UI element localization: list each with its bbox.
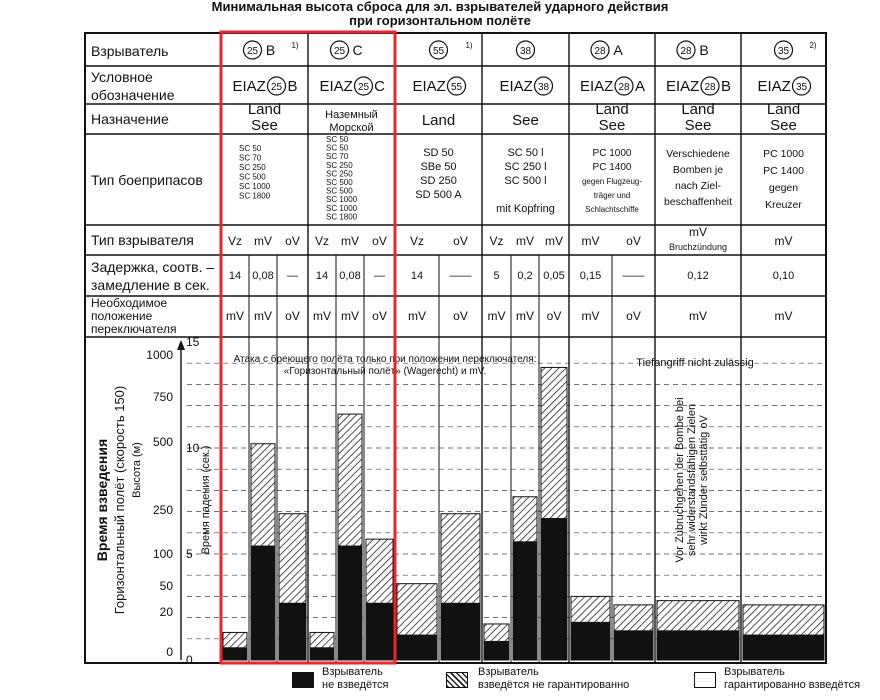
purpose-text: See <box>770 117 797 134</box>
designation-letter: B <box>720 78 732 95</box>
delay-cell: 0,05 <box>543 270 565 282</box>
switch-cell: mV <box>516 309 534 323</box>
switch-cell: mV <box>581 309 600 323</box>
delay-cell: 14 <box>315 270 329 282</box>
bar-black <box>657 630 739 660</box>
ammo-item: SD 50 <box>423 147 454 159</box>
bar-black <box>441 603 480 660</box>
bar-black <box>541 518 567 660</box>
switch-cell: mV <box>408 309 426 323</box>
ammo-item: mit Kopfring <box>496 203 555 215</box>
legend-swatch-black <box>292 672 314 688</box>
row-label-fuze-type: Тип взрывателя <box>91 232 194 248</box>
ammo-item: SC 500 <box>239 172 266 182</box>
height-tick: 0 <box>166 645 173 659</box>
fuze-type-cell: Vz <box>227 234 243 248</box>
row-label-ammo: Тип боеприпасов <box>91 172 203 188</box>
ammo-item: SC 1000 <box>326 203 358 213</box>
delay-cell: 5 <box>493 270 500 282</box>
bar-black <box>223 647 247 660</box>
fuze-type-cell: oV <box>372 234 387 248</box>
switch-cell: mV <box>774 309 793 323</box>
ammo-item: SC 250 <box>326 169 353 179</box>
designation-letter: A <box>634 78 646 95</box>
switch-cell: mV <box>226 309 244 323</box>
ammo-item: gegen Flugzeug- <box>581 177 643 186</box>
fuze-letter: B <box>699 42 709 58</box>
tiefangriff-note: Tiefangriff nicht zulässig <box>636 357 754 369</box>
fuze-number: 55 <box>432 46 445 57</box>
fuze-type-cell: oV <box>285 234 300 248</box>
fuze-number: 25 <box>333 46 346 57</box>
legend-label-black: Взрыватель не взведётся <box>322 666 389 691</box>
time-axis-arrow <box>177 340 185 350</box>
delay-cell: 0,10 <box>772 270 795 282</box>
delay-cell: 0,2 <box>517 270 533 282</box>
fuze-footnote: 1) <box>291 41 299 50</box>
fuze-footnote: 2) <box>809 41 817 50</box>
fuze-number: 35 <box>777 46 790 57</box>
fuze-footnote: 1) <box>465 41 473 50</box>
designation-number: 28 <box>618 82 630 93</box>
fuze-type-cell: mV <box>341 234 359 248</box>
fuze-type-cell: Vz <box>489 234 504 248</box>
ammo-item: träger und <box>593 191 631 200</box>
bar-black <box>484 641 509 660</box>
vertical-note: wirkt Zünder selbsttätig oV <box>698 415 710 545</box>
delay-cell: 0,12 <box>687 270 709 282</box>
ammo-item: SC 1800 <box>239 191 271 201</box>
time-tick: 5 <box>186 547 193 561</box>
ammo-item: SC 250 l <box>504 161 547 173</box>
switch-cell: mV <box>313 309 331 323</box>
purpose-text: Land <box>595 101 629 118</box>
ammo-item: SC 50 <box>326 135 349 144</box>
fuze-type-note: Bruchzündung <box>668 242 728 252</box>
switch-cell: oV <box>546 309 562 323</box>
row-label-switch: переключателя <box>91 322 177 336</box>
delay-cell: —— <box>449 270 472 282</box>
row-label-purpose: Назначение <box>91 111 169 127</box>
designation-number: 25 <box>270 82 283 93</box>
ammo-item: SC 500 l <box>504 175 547 187</box>
designation-eiaz: EIAZ <box>499 78 533 95</box>
time-label: Время падения (сек.) <box>200 445 212 555</box>
note-line: «Горизонтальный полёт» (Wagerecht) и mV. <box>283 366 487 377</box>
ammo-item: SC 50 l <box>507 147 544 159</box>
legend-swatch-white <box>694 672 716 688</box>
bar-black <box>614 630 653 660</box>
ammo-item: PC 1400 <box>763 165 804 177</box>
bar-black <box>397 635 437 660</box>
ammo-item: SD 250 <box>420 175 457 187</box>
ammo-item: SC 1000 <box>239 182 271 191</box>
delay-cell: 14 <box>228 270 242 282</box>
designation-number: 35 <box>795 82 808 93</box>
purpose-text: Наземный <box>325 109 378 121</box>
delay-cell: — <box>287 270 298 282</box>
ammo-item: SC 1800 <box>326 212 358 222</box>
time-tick: 0 <box>186 653 193 667</box>
fuze-number: 25 <box>246 46 259 57</box>
bar-black <box>571 622 610 660</box>
fuze-type-cell: mV <box>545 234 563 248</box>
fuze-number: 28 <box>680 46 692 57</box>
bar-black <box>513 541 537 660</box>
ammo-item: beschaffenheit <box>663 196 733 208</box>
ammo-item: nach Ziel- <box>674 180 722 192</box>
fuze-type-cell: oV <box>626 234 641 248</box>
time-tick: 15 <box>186 335 200 349</box>
title-line-2: при горизонтальном полёте <box>349 13 531 28</box>
designation-eiaz: EIAZ <box>319 78 353 95</box>
height-tick: 100 <box>152 547 173 561</box>
height-label: Высота (м) <box>131 442 143 498</box>
bar-black <box>743 635 824 660</box>
delay-cell: 0,15 <box>579 270 602 282</box>
ammo-item: SC 50 <box>239 144 262 153</box>
ammo-item: Verschiedene <box>666 148 730 160</box>
ylabel-sub: Горизонтальный полёт (скорость 150) <box>112 385 127 615</box>
legend-swatch-hatched <box>446 672 468 688</box>
fuze-type-cell: mV <box>581 234 600 248</box>
ammo-item: SC 50 <box>326 143 349 153</box>
delay-cell: 14 <box>410 270 424 282</box>
fuze-type-cell: oV <box>453 234 468 248</box>
note-line: Атака с бреющего полёта только при положении переключателя: <box>233 354 537 365</box>
bar-black <box>366 603 393 660</box>
ammo-item: SC 500 <box>326 186 353 196</box>
purpose-text: Land <box>421 112 456 129</box>
switch-cell: mV <box>254 309 272 323</box>
ammo-item: Bomben je <box>672 164 724 176</box>
switch-cell: mV <box>689 309 707 323</box>
designation-eiaz: EIAZ <box>757 78 791 95</box>
row-label-delay: замедление в сек. <box>91 277 210 293</box>
height-tick: 1000 <box>146 348 173 362</box>
purpose-text: See <box>251 117 278 134</box>
time-tick: 10 <box>186 441 200 455</box>
designation-letter: B <box>287 78 298 95</box>
purpose-text: See <box>684 117 712 134</box>
switch-cell: oV <box>453 309 468 323</box>
purpose-text: Морской <box>329 122 374 134</box>
purpose-text: Land <box>247 101 282 118</box>
switch-cell: mV <box>341 309 359 323</box>
height-tick: 500 <box>152 435 173 449</box>
designation-number: 28 <box>704 82 716 93</box>
fuze-letter: C <box>352 42 363 58</box>
fuze-number: 28 <box>594 46 606 57</box>
designation-eiaz: EIAZ <box>580 78 614 95</box>
ammo-item: SC 1000 <box>326 195 358 205</box>
height-tick: 20 <box>159 605 173 619</box>
row-label-designation: обозначение <box>91 87 175 103</box>
delay-cell: — <box>374 270 385 282</box>
purpose-text: Land <box>766 101 801 118</box>
vertical-note: Vor Zubruchgehen der Bombe bei <box>674 397 686 563</box>
ammo-item: Kreuzer <box>765 199 802 211</box>
designation-eiaz: EIAZ <box>666 78 700 95</box>
fuze-number: 38 <box>519 46 532 57</box>
height-tick: 250 <box>152 503 173 517</box>
delay-cell: 0,08 <box>252 270 274 282</box>
ammo-item: SC 250 <box>239 163 266 172</box>
bar-black <box>310 647 334 660</box>
designation-number: 55 <box>450 82 463 93</box>
fuze-type-cell: mV <box>689 225 707 239</box>
designation-eiaz: EIAZ <box>232 78 266 95</box>
ammo-item: SC 70 <box>326 152 349 162</box>
ammo-item: SD 500 A <box>415 189 462 201</box>
title-line-1: Минимальная высота сброса для эл. взрывателей ударного действия <box>211 0 669 14</box>
bar-black <box>338 546 362 660</box>
fuze-letter: B <box>265 42 276 58</box>
fuze-type-cell: mV <box>774 234 793 248</box>
designation-letter: C <box>374 78 385 95</box>
row-label-switch: положение <box>91 309 153 323</box>
ammo-item: gegen <box>768 182 799 194</box>
designation-eiaz: EIAZ <box>412 78 446 95</box>
purpose-text: Land <box>681 101 715 118</box>
row-label-fuze: Взрыватель <box>91 43 169 59</box>
height-tick: 750 <box>152 390 173 404</box>
row-label-switch: Необходимое <box>91 296 168 310</box>
delay-cell: —— <box>622 270 645 282</box>
ammo-item: Schlachtschiffe <box>585 205 639 214</box>
switch-cell: oV <box>372 309 387 323</box>
bar-black <box>279 603 306 660</box>
fuze-type-cell: Vz <box>314 234 330 248</box>
bar-black <box>251 546 275 660</box>
row-label-delay: Задержка, соотв. – <box>91 259 215 275</box>
ammo-item: SC 500 <box>326 178 353 187</box>
legend-label-white: Взрыватель гарантированно взведётся <box>724 666 861 691</box>
purpose-text: See <box>598 117 626 134</box>
ammo-item: SBe 50 <box>420 161 457 173</box>
vertical-note: sehr widerstandsfähigen Zielen <box>686 403 698 557</box>
ammo-item: PC 1000 <box>763 148 804 160</box>
row-label-designation: Условное <box>91 69 153 85</box>
fuze-type-cell: mV <box>254 234 272 248</box>
ammo-item: PC 1400 <box>592 162 632 173</box>
fuze-letter: A <box>613 42 623 58</box>
switch-cell: oV <box>626 309 641 323</box>
fuze-type-cell: mV <box>516 234 534 248</box>
height-tick: 50 <box>159 579 173 593</box>
designation-number: 38 <box>537 82 550 93</box>
delay-cell: 0,08 <box>339 270 361 282</box>
legend-label-hatched: Взрыватель взведётся не гарантированно <box>478 666 630 691</box>
designation-number: 25 <box>357 82 370 93</box>
ammo-item: PC 1000 <box>592 148 632 159</box>
purpose-text: See <box>512 112 539 129</box>
switch-cell: oV <box>285 309 300 323</box>
switch-cell: mV <box>487 309 506 323</box>
ammo-item: SC 70 <box>239 153 262 163</box>
fuze-type-cell: Vz <box>409 234 425 248</box>
ammo-item: SC 250 <box>326 160 353 170</box>
ylabel-main: Время взведения <box>94 438 110 562</box>
